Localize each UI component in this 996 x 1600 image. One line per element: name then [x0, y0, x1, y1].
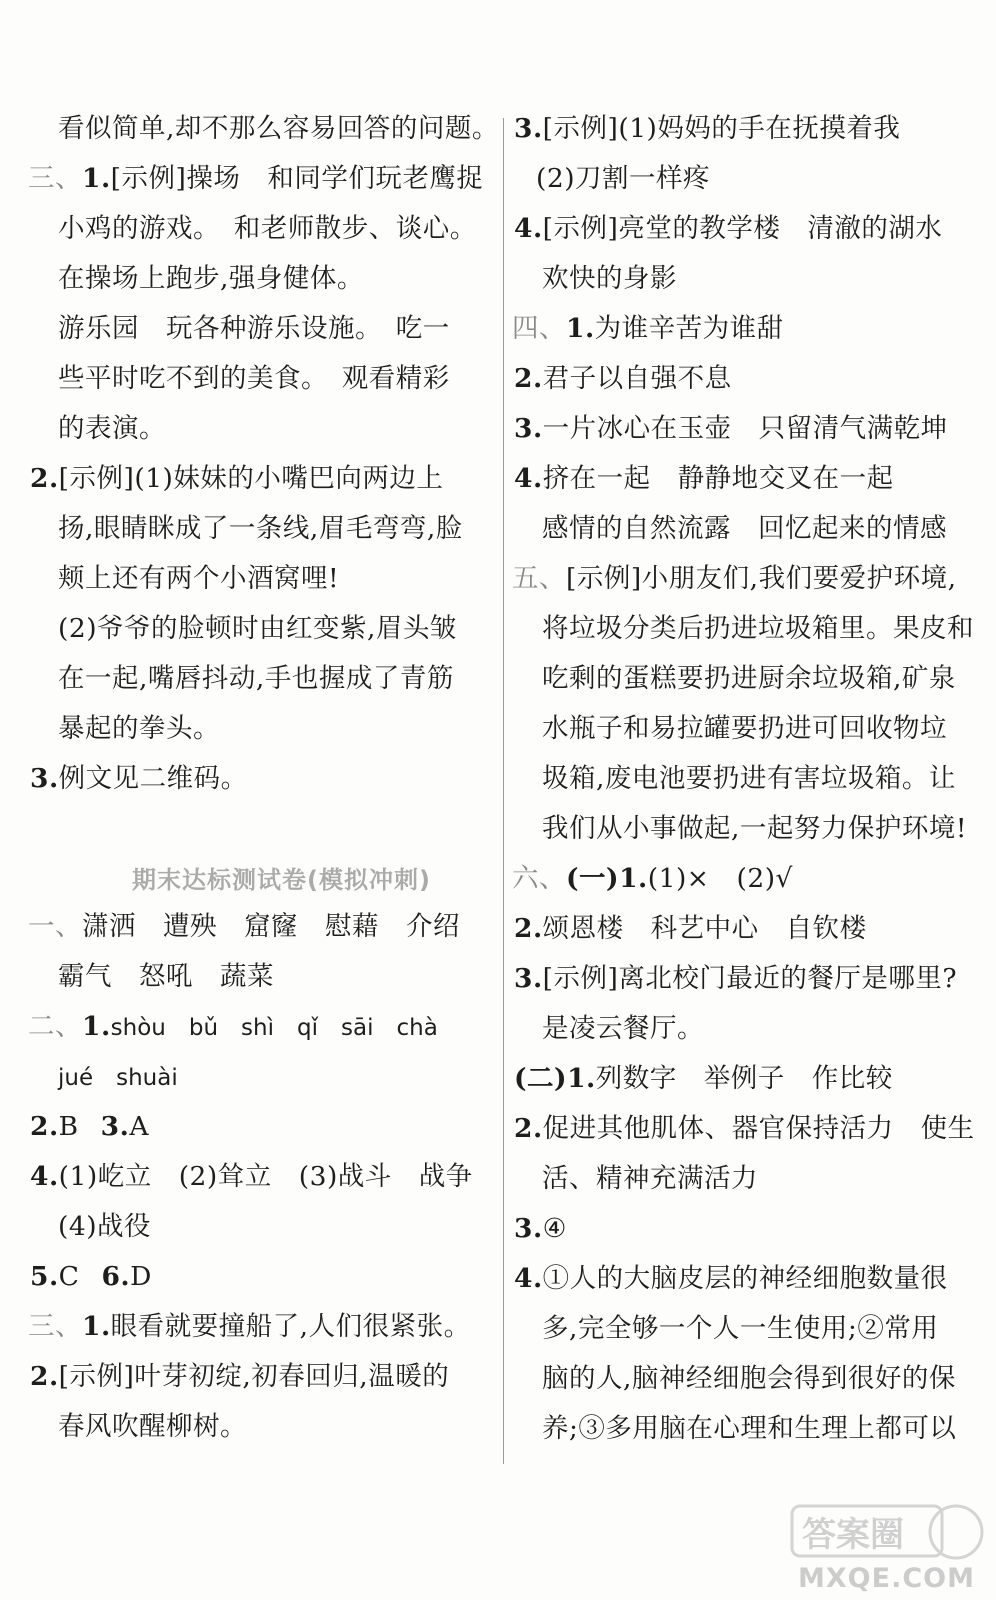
- answer-text: 例文见二维码。: [58, 763, 248, 794]
- answer-line: (4)战役: [58, 1211, 152, 1242]
- answer-line: 吃剩的蛋糕要扔进厨余垃圾箱,矿泉: [542, 663, 956, 694]
- question-number: (一)1.: [566, 863, 648, 894]
- answer-line: [514, 962, 957, 996]
- pinyin-text: shòu bǔ shì qǐ sāi chà: [110, 1015, 438, 1041]
- answer-line: [514, 212, 942, 246]
- answer-text: A: [129, 1111, 149, 1142]
- question-number: 2.: [30, 1111, 59, 1142]
- answer-text: 为谁辛苦为谁甜: [594, 313, 784, 344]
- answer-line: [28, 1010, 438, 1045]
- question-number: 2.: [514, 1113, 543, 1144]
- answer-text: [示例]操场 和同学们玩老鹰捉: [110, 163, 484, 194]
- answer-text: [示例]亮堂的教学楼 清澈的湖水: [542, 213, 943, 244]
- answer-text: (1)屹立 (2)耸立 (3)战斗 战争: [58, 1161, 473, 1192]
- answer-text: ①人的大脑皮层的神经细胞数量很: [542, 1263, 948, 1294]
- answer-line: 游乐园 玩各种游乐设施。 吃一: [58, 313, 450, 344]
- answer-line: 是凌云餐厅。: [542, 1013, 704, 1044]
- answer-text: [示例]小朋友们,我们要爱护环境,: [566, 563, 957, 594]
- question-number: 3.: [514, 963, 543, 994]
- answer-line: 暴起的拳头。: [58, 713, 220, 744]
- question-number: 5.: [30, 1261, 59, 1292]
- answer-line: [514, 1212, 567, 1246]
- answer-text: D: [130, 1261, 152, 1292]
- answer-text: 颂恩楼 科艺中心 自钦楼: [542, 913, 867, 944]
- section-marker: 四、: [512, 313, 566, 344]
- section-marker: 一、: [28, 911, 82, 942]
- question-number: (二)1.: [514, 1063, 596, 1094]
- question-number: 6.: [101, 1261, 131, 1292]
- answer-line: [514, 362, 732, 396]
- answer-line: [30, 762, 248, 796]
- answer-text: [示例](1)妹妹的小嘴巴向两边上: [58, 463, 444, 494]
- answer-line: [28, 162, 483, 196]
- question-number: 3.: [514, 113, 543, 144]
- answer-line: 感情的自然流露 回忆起来的情感: [542, 513, 947, 544]
- column-divider: [503, 118, 504, 1464]
- answer-text: B: [58, 1111, 79, 1142]
- answer-text: 一片冰心在玉壶 只留清气满乾坤: [542, 413, 948, 444]
- answer-line: 欢快的身影: [542, 263, 677, 294]
- answer-line: 活、精神充满活力: [542, 1163, 758, 1194]
- question-number: 4.: [30, 1161, 59, 1192]
- question-number: 2.: [514, 913, 543, 944]
- question-number: 4.: [514, 463, 543, 494]
- section-marker: 三、: [28, 1311, 82, 1342]
- answer-text: ④: [542, 1213, 567, 1244]
- answer-text: 潇洒 遭殃 窟窿 慰藉 介绍: [82, 911, 460, 942]
- question-number: 3.: [100, 1111, 130, 1142]
- answer-line: 我们从小事做起,一起努力保护环境!: [542, 813, 968, 844]
- answer-line: [28, 1310, 471, 1344]
- answer-line: 在一起,嘴唇抖动,手也握成了青筋: [58, 663, 454, 694]
- question-number: 2.: [30, 463, 59, 494]
- answer-line: [512, 312, 784, 346]
- answer-line: [512, 862, 793, 896]
- question-number: 2.: [514, 363, 543, 394]
- answer-line: 水瓶子和易拉罐要扔进可回收物垃: [542, 713, 947, 744]
- answer-line: 在操场上跑步,强身健体。: [58, 263, 364, 294]
- answer-line: [512, 562, 957, 596]
- answer-text: (1)× (2)√: [647, 863, 793, 894]
- answer-line: 霸气 怒吼 蔬菜: [58, 961, 274, 992]
- answer-text: C: [58, 1261, 80, 1292]
- pinyin-text: jué shuài: [58, 1065, 178, 1091]
- answer-text: 眼看就要撞船了,人们很紧张。: [110, 1311, 471, 1342]
- answer-text: [示例]离北校门最近的餐厅是哪里?: [542, 963, 958, 994]
- watermark-site: MXQE.COM: [798, 1563, 975, 1594]
- answer-line: 看似简单,却不那么容易回答的问题。: [58, 113, 499, 144]
- answer-line: 颊上还有两个小酒窝哩!: [58, 563, 340, 594]
- answer-line: [514, 112, 900, 146]
- answer-line: [30, 1160, 473, 1194]
- answer-line: (2)刀割一样疼: [536, 163, 711, 194]
- answer-line: (2)爷爷的脸顿时由红变紫,眉头皱: [58, 613, 457, 644]
- answer-line: 脑的人,脑神经细胞会得到很好的保: [542, 1363, 956, 1394]
- answer-line: 扬,眼睛眯成了一条线,眉毛弯弯,脸: [58, 513, 463, 544]
- answer-text: [示例](1)妈妈的手在抚摸着我: [542, 113, 901, 144]
- question-number: 1.: [82, 1311, 111, 1342]
- section-marker: 五、: [512, 563, 566, 594]
- question-number: 1.: [82, 163, 111, 194]
- answer-line: [28, 910, 460, 944]
- answer-line: 小鸡的游戏。 和老师散步、谈心。: [58, 213, 477, 244]
- question-number: 1.: [566, 313, 595, 344]
- answer-text: 挤在一起 静静地交叉在一起: [542, 463, 894, 494]
- question-number: 3.: [30, 763, 59, 794]
- answer-line: [30, 1110, 149, 1144]
- answer-line: 圾箱,废电池要扔进有害垃圾箱。让: [542, 763, 956, 794]
- question-number: 4.: [514, 213, 543, 244]
- answer-line: 将垃圾分类后扔进垃圾箱里。果皮和: [542, 613, 974, 644]
- watermark-logo-text: 答案圈: [802, 1515, 904, 1555]
- section-marker: 三、: [28, 163, 82, 194]
- section-marker: 二、: [28, 1011, 82, 1042]
- answer-text: 君子以自强不息: [542, 363, 732, 394]
- answer-line: [514, 912, 867, 946]
- answer-line: [514, 1262, 948, 1296]
- answer-line: [30, 462, 443, 496]
- answer-line: [514, 1062, 893, 1096]
- answer-line: 些平时吃不到的美食。 观看精彩: [58, 363, 450, 394]
- answer-line: [30, 1360, 449, 1394]
- answer-line: [58, 1060, 178, 1095]
- question-number: 3.: [514, 1213, 543, 1244]
- answer-text: 促进其他肌体、器官保持活力 使生: [542, 1113, 975, 1144]
- question-number: 1.: [82, 1011, 111, 1042]
- question-number: 2.: [30, 1361, 59, 1392]
- question-number: 3.: [514, 413, 543, 444]
- section-title: 期末达标测试卷(模拟冲刺): [132, 866, 431, 894]
- answer-line: [514, 1112, 975, 1146]
- answer-text: 列数字 举例子 作比较: [595, 1063, 893, 1094]
- answer-line: 多,完全够一个人一生使用;②常用: [542, 1313, 939, 1344]
- answer-line: [514, 462, 894, 496]
- answer-line: [30, 1260, 152, 1294]
- answer-line: [514, 412, 948, 446]
- section-marker: 六、: [512, 863, 566, 894]
- question-number: 4.: [514, 1263, 543, 1294]
- answer-line: 的表演。: [58, 413, 166, 444]
- answer-text: [示例]叶芽初绽,初春回归,温暖的: [58, 1361, 450, 1392]
- answer-line: 春风吹醒柳树。: [58, 1411, 247, 1442]
- answer-line: 养;③多用脑在心理和生理上都可以: [542, 1413, 957, 1444]
